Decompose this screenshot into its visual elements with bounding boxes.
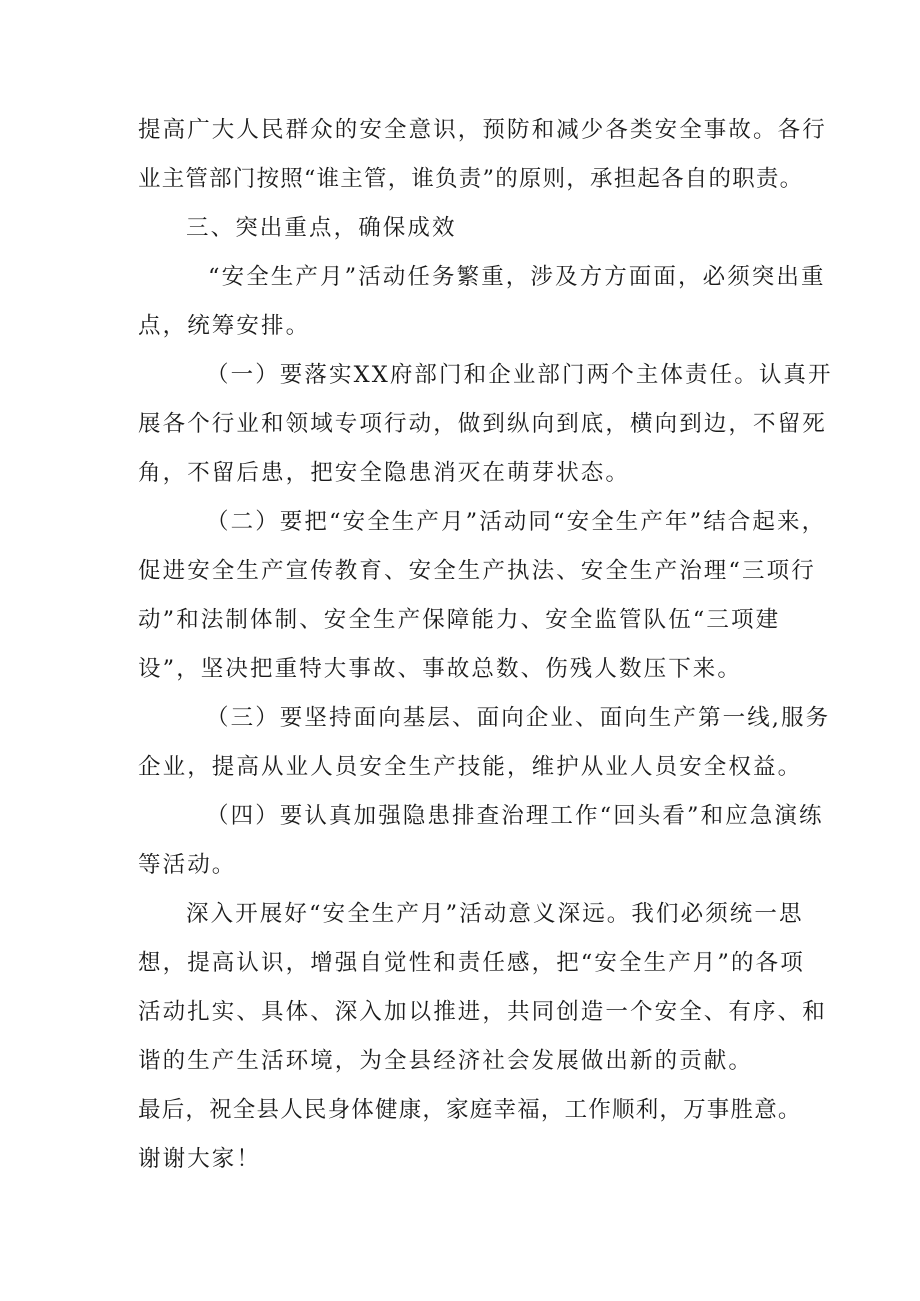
section-heading: 三、突出重点，确保成效 bbox=[186, 215, 457, 241]
paragraph-line: 促进安全生产宣传教育、安全生产执法、安全生产治理“三项行 bbox=[138, 558, 816, 584]
paragraph-line: （三）要坚持面向基层、面向企业、面向生产第一线,服务 bbox=[206, 705, 831, 731]
paragraph-line: 角，不留后患，把安全隐患消灭在萌芽状态。 bbox=[138, 460, 631, 486]
paragraph-line: 活动扎实、具体、深入加以推进，共同创造一个安全、有序、和 bbox=[138, 999, 827, 1025]
paragraph-line: 展各个行业和领域专项行动，做到纵向到底，横向到边，不留死 bbox=[138, 411, 827, 437]
paragraph-line: 业主管部门按照“谁主管，谁负责”的原则，承担起各自的职责。 bbox=[138, 166, 804, 192]
paragraph-line: 设”，坚决把重特大事故、事故总数、伤残人数压下来。 bbox=[138, 656, 743, 682]
paragraph-line: “安全生产月”活动任务繁重，涉及方方面面，必须突出重 bbox=[208, 264, 826, 290]
paragraph-line: （四）要认真加强隐患排查治理工作“回头看”和应急演练 bbox=[206, 803, 824, 829]
closing-line: 谢谢大家！ bbox=[138, 1146, 262, 1172]
document-body bbox=[138, 106, 833, 1184]
paragraph-line: 谐的生产生活环境，为全县经济社会发展做出新的贡献。 bbox=[138, 1048, 754, 1074]
paragraph-line: （二）要把“安全生产月”活动同“安全生产年”结合起来， bbox=[206, 509, 827, 535]
paragraph-line: 提高广大人民群众的安全意识，预防和减少各类安全事故。各行 bbox=[138, 117, 827, 143]
paragraph-line: 深入开展好“安全生产月”活动意义深远。我们必须统一思 bbox=[186, 901, 804, 927]
paragraph-line: 想，提高认识，增强自觉性和责任感，把“安全生产月”的各项 bbox=[138, 950, 805, 976]
paragraph-line: 等活动。 bbox=[138, 852, 237, 878]
paragraph-line: （一）要落实XX府部门和企业部门两个主体责任。认真开 bbox=[206, 362, 833, 388]
paragraph-line: 动”和法制体制、安全生产保障能力、安全监管队伍“三项建 bbox=[138, 607, 781, 633]
paragraph-line: 最后，祝全县人民身体健康，家庭幸福，工作顺利，万事胜意。 bbox=[138, 1097, 802, 1123]
paragraph-line: 企业，提高从业人员安全生产技能，维护从业人员安全权益。 bbox=[138, 754, 803, 780]
paragraph-line: 点，统筹安排。 bbox=[138, 313, 311, 339]
